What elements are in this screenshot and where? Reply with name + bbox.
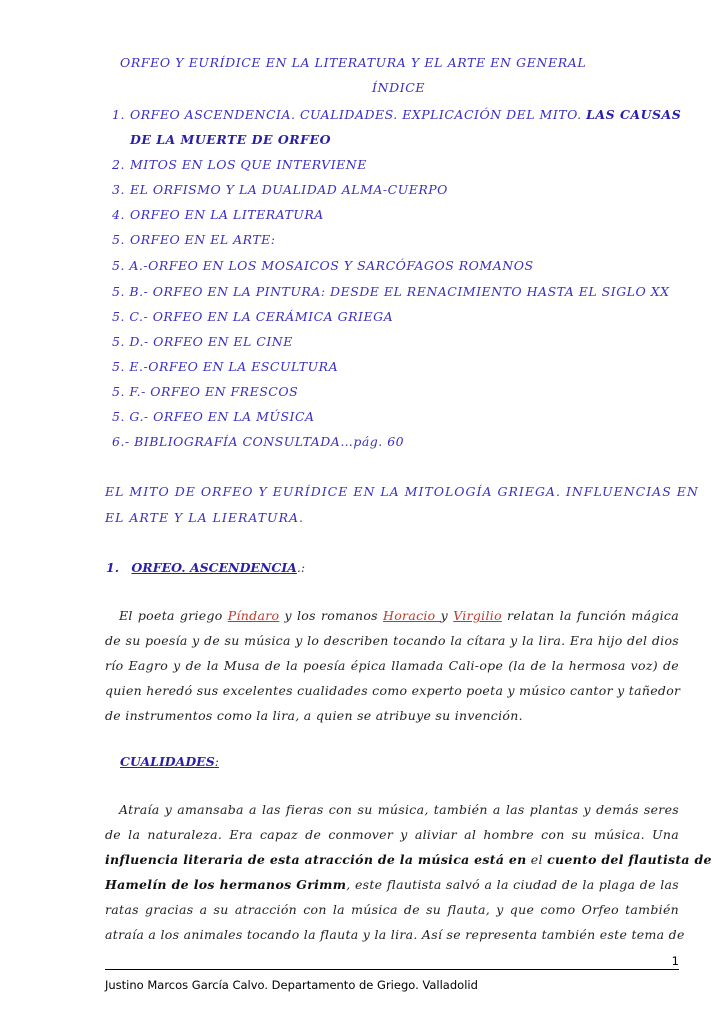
footer-text: Justino Marcos García Calvo. Departamento de Griego. Valladolid (105, 978, 478, 992)
toc-item-number: 2. (112, 157, 125, 172)
text-run: El poeta griego (119, 608, 228, 623)
toc-subitem-d: 5. D.- ORFEO EN EL CINE (112, 334, 293, 349)
section-title: ORFEO. ASCENDENCIA (131, 560, 297, 575)
paragraph-line (105, 848, 712, 872)
toc-subitem-f: 5. F.- ORFEO EN FRESCOS (112, 384, 299, 399)
text-run-bold: influencia literaria de esta atracción de la música está en (105, 852, 527, 867)
paragraph-line: atraía a los animales tocando la flauta y la lira. Así se representa también este tema de (105, 927, 685, 942)
toc-subitem-g: 5. G.- ORFEO EN LA MÚSICA (112, 409, 315, 424)
toc-item-text: ORFEO EN LA LITERATURA (130, 207, 324, 222)
section-suffix: .: (296, 560, 306, 575)
toc-item-number: 1. (112, 107, 125, 122)
paragraph-line (105, 604, 679, 628)
paragraph-line: quien heredó sus excelentes cualidades como experto poeta y músico cantor y tañedor (105, 683, 681, 698)
toc-bibliography: 6.- BIBLIOGRAFÍA CONSULTADA…pág. 60 (112, 434, 405, 449)
text-run: y los romanos (279, 608, 384, 623)
toc-item-5 (112, 232, 276, 247)
toc-item-bold: DE LA MUERTE DE ORFEO (130, 132, 331, 147)
toc-item-number: 3. (112, 182, 125, 197)
toc-item-text: ORFEO EN EL ARTE: (130, 232, 276, 247)
link-virgilio[interactable]: Virgilio (453, 608, 502, 623)
page-number: 1 (671, 954, 679, 968)
index-label: ÍNDICE (372, 80, 426, 95)
text-run: , este flautista salvó a la ciudad de la plaga de las (346, 877, 679, 892)
toc-item-text: EL ORFISMO Y LA DUALIDAD ALMA-CUERPO (130, 182, 448, 197)
text-run: y (440, 608, 454, 623)
paragraph-line: río Eagro y de la Musa de la poesía épica llamada Cali-ope (la de la hermosa voz) de (105, 658, 679, 673)
text-run-bold: Hamelín de los hermanos Grimm (105, 877, 347, 892)
toc-item-4 (112, 207, 324, 222)
paragraph-line: de instrumentos como la lira, a quien se atribuye su invención. (105, 708, 523, 723)
toc-subitem-e: 5. E.-ORFEO EN LA ESCULTURA (112, 359, 339, 374)
link-horacio[interactable]: Horacio (383, 608, 441, 623)
document-title-line-2: EL ARTE Y LA LIERATURA. (105, 510, 304, 525)
document-header-title: ORFEO Y EURÍDICE EN LA LITERATURA Y EL ARTE EN GENERAL (120, 55, 587, 70)
toc-item-number: 5. (112, 232, 125, 247)
link-pindaro[interactable]: Píndaro (227, 608, 280, 623)
document-title-line-1: EL MITO DE ORFEO Y EURÍDICE EN LA MITOLOGÍA GRIEGA. INFLUENCIAS EN (105, 484, 699, 499)
paragraph-line: ratas gracias a su atracción con la música de su flauta, y que como Orfeo también (105, 902, 679, 917)
section-title: CUALIDADES (120, 754, 215, 769)
toc-item-2 (112, 157, 367, 172)
paragraph-line: de la naturaleza. Era capaz de conmover y aliviar al hombre con su música. Una (105, 827, 679, 842)
section-cualidades-heading (120, 754, 219, 769)
toc-item-number: 4. (112, 207, 125, 222)
section-1-heading (106, 560, 305, 575)
section-number: 1. (106, 560, 120, 575)
paragraph-line (105, 873, 679, 897)
toc-item-3 (112, 182, 448, 197)
text-run: el (526, 852, 548, 867)
paragraph-line: Atraía y amansaba a las fieras con su música, también a las plantas y demás seres (119, 802, 679, 817)
paragraph-line: de su poesía y de su música y lo describen tocando la cítara y la lira. Era hijo del dios (105, 633, 679, 648)
toc-subitem-a: 5. A.-ORFEO EN LOS MOSAICOS Y SARCÓFAGOS ROMANOS (112, 258, 534, 273)
toc-item-1-continued (130, 132, 331, 147)
page-footer (105, 954, 679, 996)
toc-subitem-b: 5. B.- ORFEO EN LA PINTURA: DESDE EL RENACIMIENTO HASTA EL SIGLO XX (112, 284, 670, 299)
section-suffix: : (214, 754, 219, 769)
toc-item-1 (112, 107, 682, 122)
text-run: relatan la función mágica (501, 608, 679, 623)
toc-item-text: ORFEO ASCENDENCIA. CUALIDADES. EXPLICACIÓN DEL MITO. (130, 107, 587, 122)
toc-item-text: MITOS EN LOS QUE INTERVIENE (130, 157, 367, 172)
toc-item-bold: LAS CAUSAS (586, 107, 682, 122)
text-run-bold: cuento del flautista de (547, 852, 712, 867)
toc-subitem-c: 5. C.- ORFEO EN LA CERÁMICA GRIEGA (112, 309, 394, 324)
